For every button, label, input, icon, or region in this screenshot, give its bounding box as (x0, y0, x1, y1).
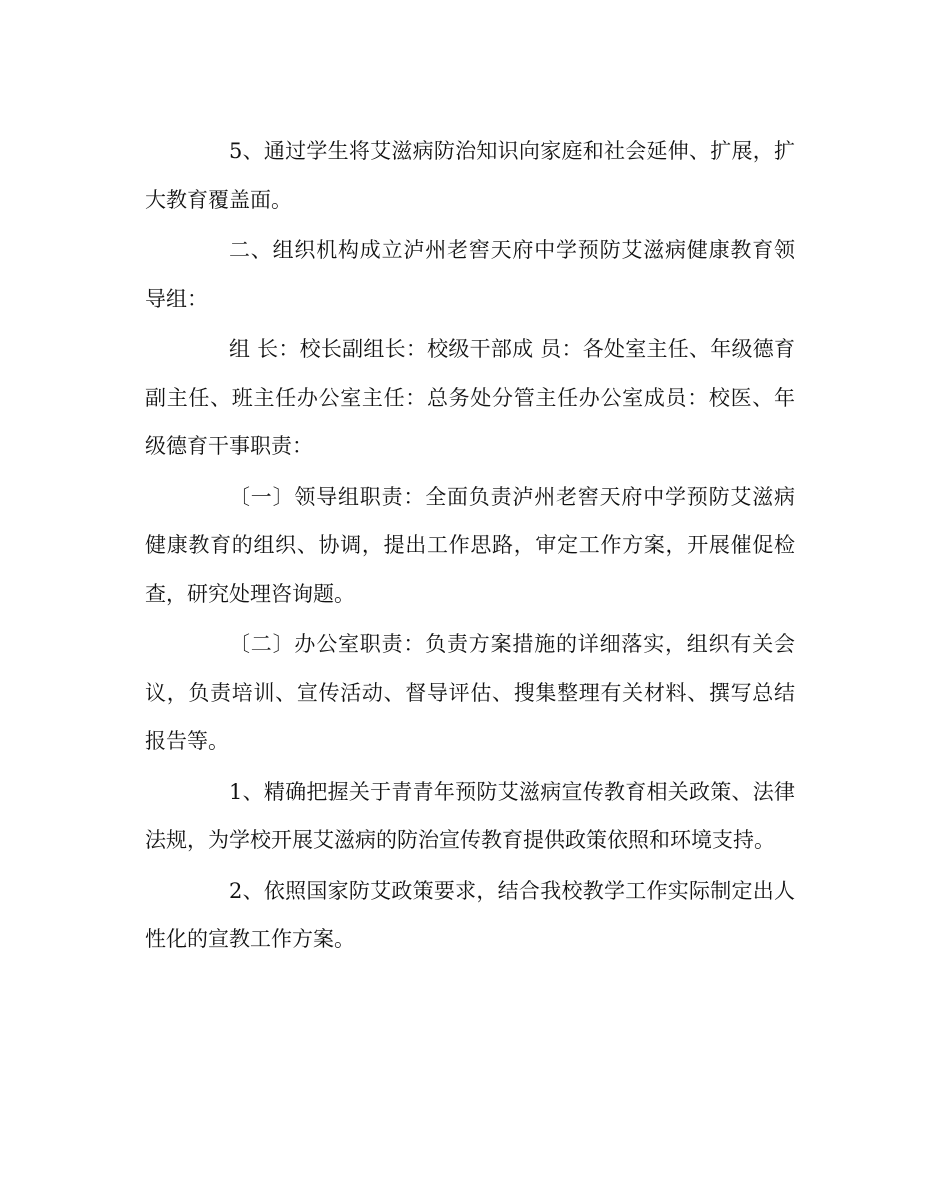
paragraph-leadership-members: 组 长：校长副组长：校级干部成 员：各处室主任、年级德育副主任、班主任办公室主任：总务处分管主任办公室成员：校医、年级德育干事职责： (145, 337, 795, 458)
paragraph-item-2-plan: 2、依照国家防艾政策要求，结合我校教学工作实际制定出人性化的宣教工作方案。 (145, 878, 795, 951)
paragraph-item-5-outreach: 5、通过学生将艾滋病防治知识向家庭和社会延伸、扩展，扩大教育覆盖面。 (145, 139, 795, 212)
paragraph-item-1-policy: 1、精确把握关于青青年预防艾滋病宣传教育相关政策、法律法规，为学校开展艾滋病的防治宣传教育提供政策依照和环境支持。 (145, 779, 795, 852)
paragraph-section-2-organization: 二、组织机构成立泸州老窖天府中学预防艾滋病健康教育领导组： (145, 238, 795, 311)
document-body (145, 127, 795, 966)
paragraph-leadership-duties: 〔一〕领导组职责：全面负责泸州老窖天府中学预防艾滋病健康教育的组织、协调，提出工作思路，审定工作方案，开展催促检查，研究处理咨询题。 (145, 484, 795, 606)
paragraph-office-duties: 〔二〕办公室职责：负责方案措施的详细落实，组织有关会议，负责培训、宣传活动、督导评估、搜集整理有关材料、撰写总结报告等。 (145, 632, 795, 753)
